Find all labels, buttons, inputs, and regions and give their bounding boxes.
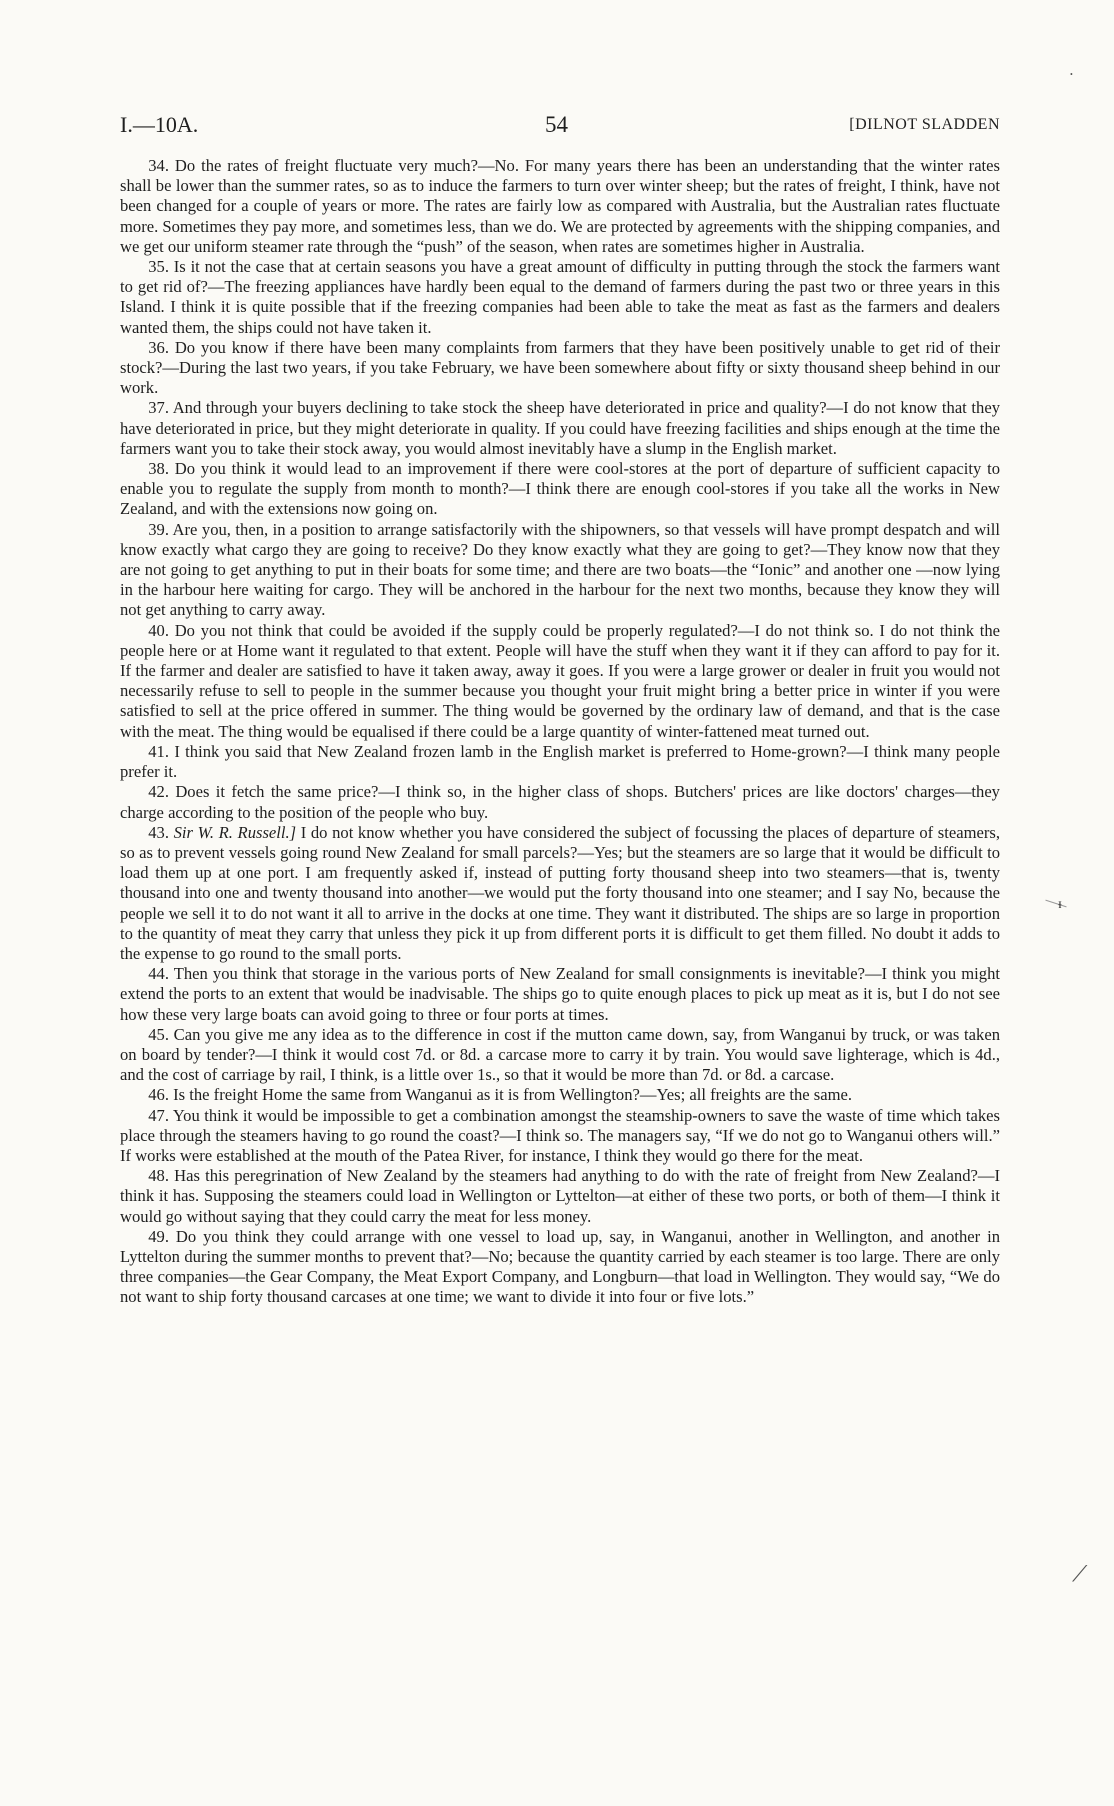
paragraph-text: You think it would be impossible to get a combination amongst the steamship-owners to save the waste of time which takes place through the steamers having to go round the coast?—I think so. The managers say, “If we do not go to Wanganui others will.” If works were established at the mouth of the Patea River, for instance, I think they would go there for the meat. bbox=[120, 1105, 1000, 1165]
paper-reference: I.—10A. bbox=[120, 112, 199, 137]
paragraph-46 bbox=[120, 1085, 1000, 1105]
question-number: 35. bbox=[148, 257, 169, 277]
question-number: 49. bbox=[148, 1226, 169, 1246]
paragraph-text: Do you not think that could be avoided if the supply could be properly regulated?—I do not think so. I do not think the people here or at Home want it regulated to that extent. People will have the stuff when they want it if they can afford to pay for it. If the farmer and dealer are satisfied to have it taken away, away it goes. If you were a large grower or dealer in fruit you would not necessarily refuse to sell to people in the summer because you thought your fruit might bring a better price in winter if you were satisfied to sell at the price offered in summer. The thing would be governed by the ordinary law of demand, and that is the case with the meat. The thing would be equalised if there could be a large quantity of winter-fattened meat turned out. bbox=[120, 620, 1000, 741]
paragraph-text: Do you think they could arrange with one vessel to load up, say, in Wanganui, another in Wellington, and another in Lyttelton during the summer months to prevent that?—No; because the quantity carried by each steamer is too large. There are only three companies—the Gear Company, the Meat Export Company, and Longburn—that load in Wellington. They would say, “We do not want to ship forty thousand carcases at one time; we want to divide it into four or five lots.” bbox=[120, 1226, 1000, 1307]
paragraph-49 bbox=[120, 1227, 1000, 1308]
paragraph-text: Does it fetch the same price?—I think so, in the higher class of shops. Butchers' prices are like doctors' charges—they charge according to the position of the people who buy. bbox=[120, 782, 1000, 822]
paragraph-36 bbox=[120, 338, 1000, 399]
paragraph-35 bbox=[120, 257, 1000, 338]
question-number: 48. bbox=[148, 1166, 169, 1186]
paragraph-text: Do you think it would lead to an improvement if there were cool-stores at the port of departure of sufficient capacity to enable you to regulate the supply from month to month?—I think there are enough cool-stores if you take all the works in New Zealand, and with the extensions now going on. bbox=[120, 459, 1000, 519]
page-header bbox=[120, 110, 1000, 140]
question-number: 43. bbox=[148, 822, 169, 842]
paragraph-text: Is it not the case that at certain seasons you have a great amount of difficulty in putting through the stock the farmers want to get rid of?—The freezing appliances have hardly been equal to the demand of farmers during the past two or three years in this Island. I think it is quite possible that if the freezing companies had been able to take the meat as fast as the farmers and dealers wanted them, the ships could not have taken it. bbox=[120, 257, 1000, 337]
paragraph-text: Do the rates of freight fluctuate very much?—No. For many years there has been an understanding that the winter rates shall be lower than the summer rates, so as to induce the farmers to turn over winter sheep; but the rates of freight, I think, have not been changed for a couple of years or more. The rates are fairly low as compared with Australia, but the Australian rates fluctuate more. Sometimes they pay more, and sometimes less, than we do. We are protected by agreements with the shipping companies, and we get our uniform steamer rate through the “push” of the season, when rates are sometimes higher in Australia. bbox=[120, 156, 1000, 256]
page-number: 54 bbox=[545, 112, 568, 137]
question-number: 38. bbox=[148, 459, 169, 479]
paragraph-41 bbox=[120, 742, 1000, 782]
speck-mark: • bbox=[1070, 70, 1073, 79]
paragraph-text: Are you, then, in a position to arrange satisfactorily with the shipowners, so that vessels will have prompt despatch and will know exactly what cargo they are going to receive? Do they know exactly what they are going to get?—They know now that they are not going to get anything to put in their boats for some time; and there are two boats—the “Ionic” and another one —now lying in the harbour here waiting for cargo. They will be anchored in the harbour for the next two months, because they know they will not get anything to carry away. bbox=[120, 519, 1001, 620]
question-number: 42. bbox=[148, 782, 169, 802]
paragraph-42 bbox=[120, 782, 1000, 822]
question-number: 40. bbox=[148, 620, 169, 640]
paragraph-text: I do not know whether you have considered the subject of focussing the places of departure of steamers, so as to prevent vessels going round New Zealand for small parcels?—Yes; but the steamers are so large that it would be difficult to load them up at one port. I am frequently asked if, instead of putting forty thousand sheep into two steamers—that is, twenty thousand into one and twenty thousand into another—we would put the forty thousand into one steamer; and I say No, because the people we sell it to do not want it all to arrive in the docks at one time. They want it distributed. The ships are so large in proportion to the quantity of meat they carry that unless they pick it up from different ports it is difficult to get them filled. No doubt it adds to the expense to go round to the small ports. bbox=[120, 822, 1000, 963]
question-number: 45. bbox=[148, 1024, 169, 1044]
paragraph-text: Then you think that storage in the various ports of New Zealand for small consignments is inevitable?—I think you might extend the ports to an extent that would be inadvisable. The ships go to quite enough places to pick up meat as it is, but I do not see how these very large boats can avoid going to three or four ports at times. bbox=[120, 964, 1000, 1024]
paragraph-text: And through your buyers declining to take stock the sheep have deteriorated in price and quality?—I do not know that they have deteriorated in price, but they might deteriorate in quality. If you could have freezing facilities and ships enough at the time the farmers want you to take their stock away, you would almost inevitably have a slump in the English market. bbox=[120, 398, 1001, 458]
question-number: 36. bbox=[148, 337, 169, 357]
paragraph-43 bbox=[120, 823, 1000, 964]
margin-mark: ᵻ bbox=[1058, 897, 1062, 912]
margin-tick-mark: ⟋ bbox=[1072, 1561, 1088, 1586]
question-number: 47. bbox=[148, 1105, 169, 1125]
paragraph-text: Is the freight Home the same from Wanganui as it is from Wellington?—Yes; all freights are the same. bbox=[173, 1085, 853, 1105]
paragraph-text: Do you know if there have been many complaints from farmers that they have been positively unable to get rid of their stock?—During the last two years, if you take February, we have been somewhere about fifty or sixty thousand sheep behind in our work. bbox=[120, 337, 1000, 398]
question-number: 39. bbox=[148, 519, 169, 539]
paragraph-40 bbox=[120, 621, 1000, 742]
witness-name: [DILNOT SLADDEN bbox=[849, 116, 1000, 133]
paragraph-text: I think you said that New Zealand frozen lamb in the English market is preferred to Home-grown?—I think many people prefer it. bbox=[120, 741, 1000, 782]
paragraph-44 bbox=[120, 964, 1000, 1025]
paragraph-38 bbox=[120, 459, 1000, 520]
paragraph-45 bbox=[120, 1025, 1000, 1086]
question-number: 41. bbox=[148, 741, 169, 761]
paragraph-47 bbox=[120, 1106, 1000, 1167]
paragraph-text: Can you give me any idea as to the difference in cost if the mutton came down, say, from Wanganui by truck, or was taken on board by tender?—I think it would cost 7d. or 8d. a carcase more to carry it by train. You would save lighterage, which is 4d., and the cost of carriage by rail, I think, is a little over 1s., so that it would be more than 7d. or 8d. a carcase. bbox=[120, 1024, 1000, 1085]
paragraph-34 bbox=[120, 156, 1000, 257]
paragraph-text: Has this peregrination of New Zealand by the steamers had anything to do with the rate of freight from New Zealand?—I think it has. Supposing the steamers could load in Wellington or Lyttelton—at either of these two ports, or both of them—I think it would go without saying that they could carry the meat for less money. bbox=[120, 1166, 1000, 1226]
question-number: 46. bbox=[148, 1085, 169, 1105]
paragraph-37 bbox=[120, 398, 1000, 459]
paragraph-48 bbox=[120, 1166, 1000, 1227]
paragraph-39 bbox=[120, 520, 1000, 621]
speaker-name: Sir W. R. Russell.] bbox=[173, 822, 297, 842]
question-number: 37. bbox=[148, 398, 169, 418]
testimony-body bbox=[120, 156, 1000, 1308]
question-number: 34. bbox=[148, 156, 169, 175]
question-number: 44. bbox=[148, 964, 169, 984]
